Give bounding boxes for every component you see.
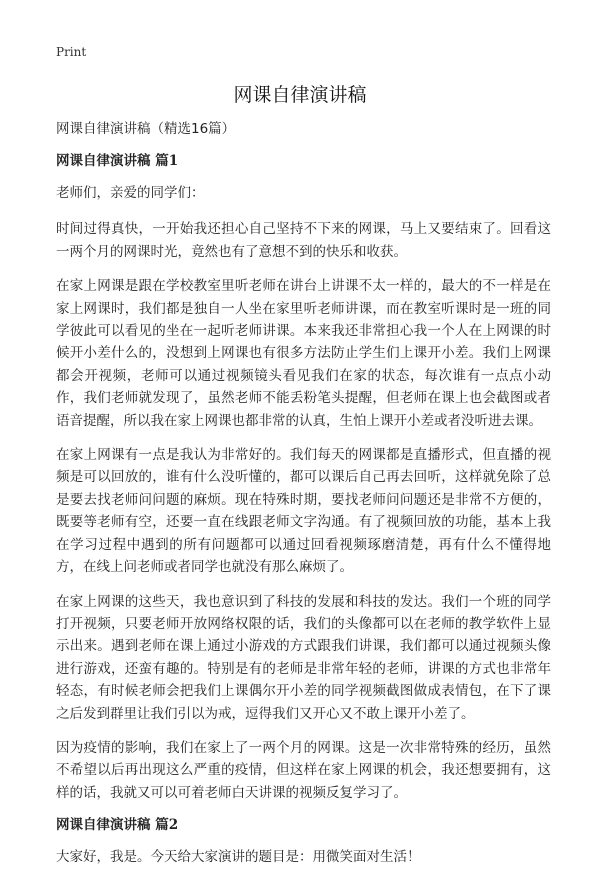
section-heading: 网课自律演讲稿 篇2 — [56, 817, 179, 834]
paragraph: 因为疫情的影响，我们在家上了一两个月的网课。这是一次非常特殊的经历，虽然不希望以后再出现这么严重的疫情，但这样在家上网课的机会，我还想要拥有，这样的话，我就又可以可着老师白天讲课的视频反复学习了。 — [56, 739, 551, 801]
paragraph: 时间过得真快，一开始我还担心自己坚持不下来的网课，马上又要结束了。回看这一两个月的网课时光，竟然也有了意想不到的快乐和收获。 — [56, 221, 551, 260]
section-heading: 网课自律演讲稿 篇1 — [56, 153, 179, 169]
page-title: 网课自律演讲稿 — [233, 84, 367, 106]
paragraph: 大家好，我是。今天给大家演讲的题目是：用微笑面对生活！ — [56, 849, 421, 866]
paragraph: 老师们，亲爱的同学们： — [56, 185, 205, 201]
paragraph: 在家上网课是跟在学校教室里听老师在讲台上讲课不太一样的，最大的不一样是在家上网课时，我们都是独自一人坐在家里听老师讲课，而在教室听课时是一班的同学彼此可以看见的坐在一起听老师讲课。本来我还非常担心我一个人在上网课的时候开小差什么的，没想到上网课也有很多方法防止学生们上课开小差。我们上网课都会开视频，老师可以通过视频镜头看见我们在家的状态，每次谁有一点点小动作，我们老师就发现了，虽然老师不能丢粉笔头提醒，但老师在课上也会截图或者语音提醒，所以我在家上网课也都非常的认真，生怕上课开小差或者没听进去课。 — [56, 278, 551, 429]
document-subtitle: 网课自律演讲稿（精选16篇） — [56, 121, 236, 137]
document-body — [56, 120, 551, 883]
paragraph: 在家上网课有一点是我认为非常好的。我们每天的网课都是直播形式，但直播的视频是可以回放的，谁有什么没听懂的，都可以课后自己再去回听，这样就免除了总是要去找老师问问题的麻烦。现在特殊时期，要找老师问问题还是非常不方便的，既要等老师有空，还要一直在线跟老师文字沟通。有了视频回放的功能，基本上我在学习过程中遇到的所有问题都可以通过回看视频琢磨清楚，再有什么不懂得地方，在线上问老师或者同学也就没有那么麻烦了。 — [56, 447, 551, 576]
paragraph: 在家上网课的这些天，我也意识到了科技的发展和科技的发达。我们一个班的同学打开视频，只要老师开放网络权限的话，我们的头像都可以在老师的教学软件上显示出来。遇到老师在课上通过小游戏的方式跟我们讲课，我们都可以通过视频头像进行游戏，还蛮有趣的。特别是有的老师是非常年轻的老师，讲课的方式也非常年轻态，有时候老师会把我们上课偶尔开小差的同学视频截图做成表情包，在下了课之后发到群里让我们引以为戒，逗得我们又开心又不敢上课开小差了。 — [56, 593, 551, 722]
print-link[interactable]: Print — [56, 45, 87, 59]
